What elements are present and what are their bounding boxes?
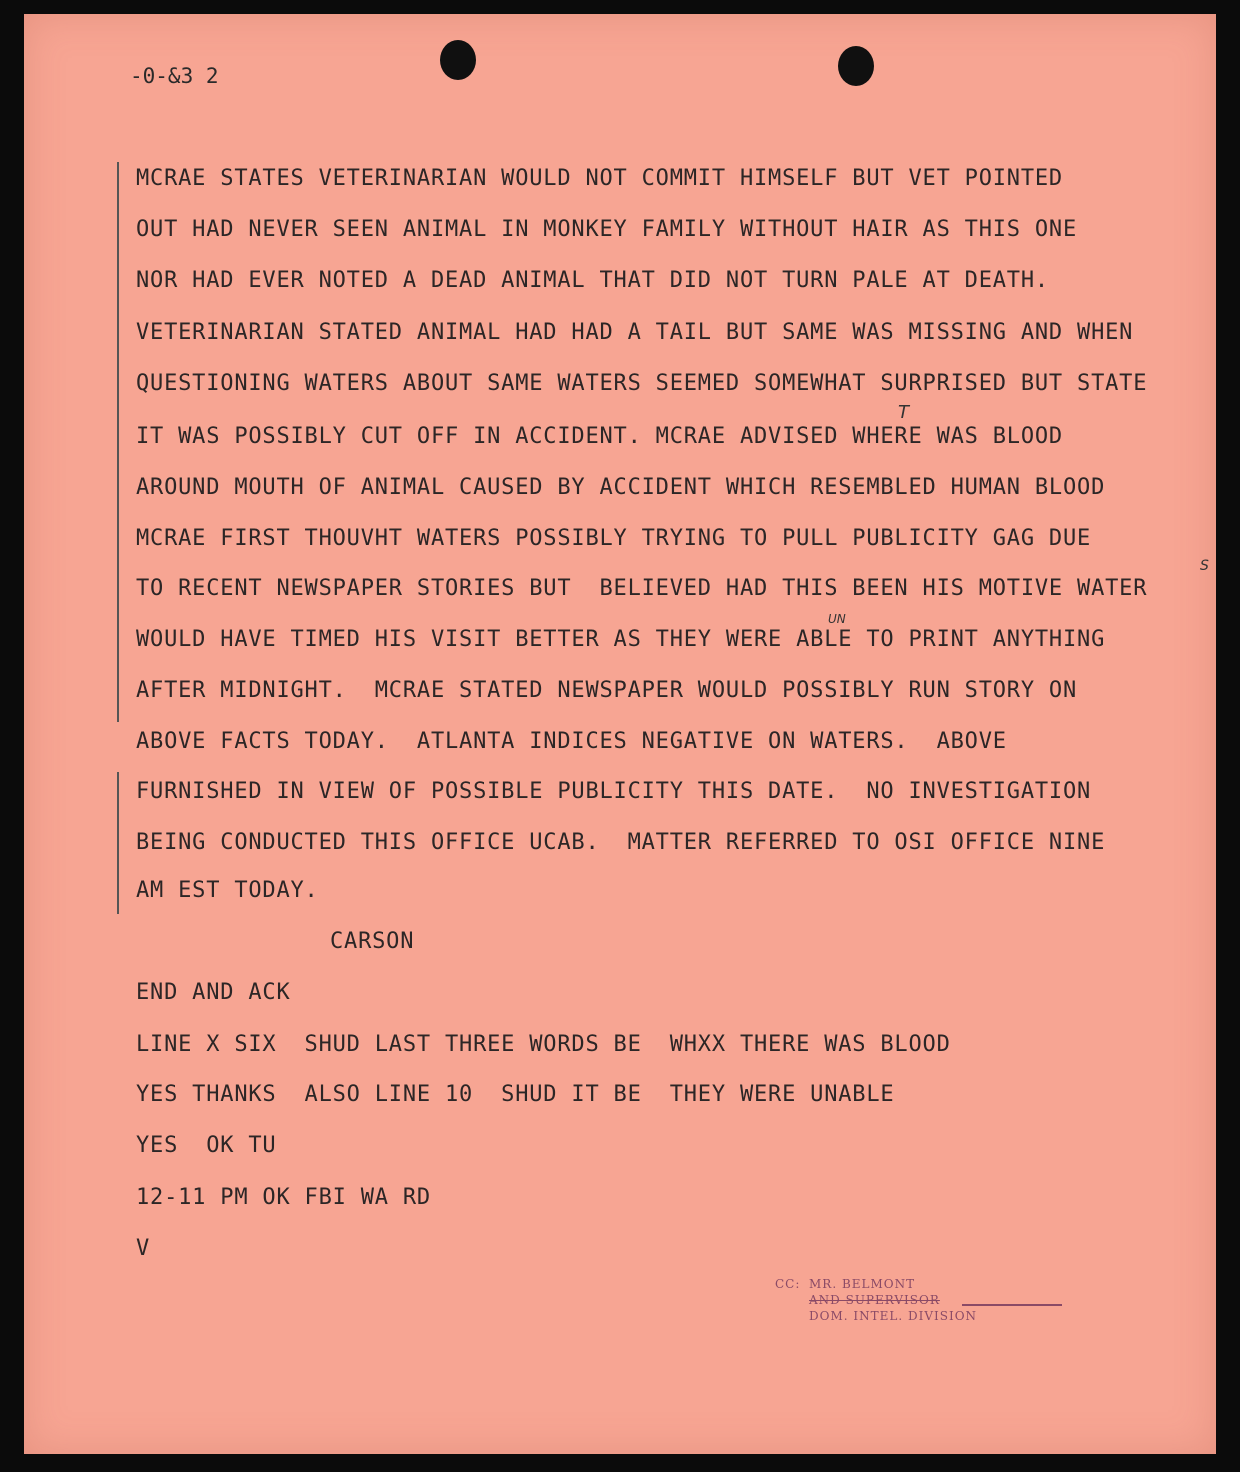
closing-line: 12-11 PM OK FBI WA RD bbox=[136, 1185, 431, 1210]
body-line: QUESTIONING WATERS ABOUT SAME WATERS SEEMED SOMEWHAT SURPRISED BUT STATE bbox=[136, 371, 1148, 396]
body-line: ABOVE FACTS TODAY. ATLANTA INDICES NEGATIVE ON WATERS. ABOVE bbox=[136, 729, 1007, 754]
closing-line: YES OK TU bbox=[136, 1133, 277, 1158]
stamp-cc-label: CC: bbox=[775, 1277, 801, 1291]
page-marker: -0-&3 2 bbox=[130, 64, 219, 88]
handwritten-t-correction: T bbox=[898, 402, 909, 423]
body-line: IT WAS POSSIBLY CUT OFF IN ACCIDENT. MCRAE ADVISED WHERE WAS BLOOD bbox=[136, 424, 1063, 449]
closing-line: V bbox=[136, 1236, 151, 1261]
punch-hole-right bbox=[838, 46, 874, 86]
body-line: VETERINARIAN STATED ANIMAL HAD HAD A TAIL BUT SAME WAS MISSING AND WHEN bbox=[136, 320, 1134, 345]
closing-line: LINE X SIX SHUD LAST THREE WORDS BE WHXX THERE WAS BLOOD bbox=[136, 1032, 951, 1057]
body-line: AM EST TODAY. bbox=[136, 878, 319, 903]
handwritten-s-correction: S bbox=[1200, 558, 1209, 574]
closing-line: YES THANKS ALSO LINE 10 SHUD IT BE THEY WERE UNABLE bbox=[136, 1082, 895, 1107]
body-line: OUT HAD NEVER SEEN ANIMAL IN MONKEY FAMILY WITHOUT HAIR AS THIS ONE bbox=[136, 217, 1078, 242]
body-line: NOR HAD EVER NOTED A DEAD ANIMAL THAT DID NOT TURN PALE AT DEATH. bbox=[136, 268, 1049, 293]
handwritten-un-correction: UN bbox=[828, 612, 846, 626]
margin-bracket-upper bbox=[117, 162, 119, 722]
stamp-line-3: DOM. INTEL. DIVISION bbox=[809, 1309, 978, 1323]
body-line: WOULD HAVE TIMED HIS VISIT BETTER AS THEY WERE ABLE TO PRINT ANYTHING bbox=[136, 627, 1106, 652]
punch-hole-left bbox=[440, 40, 476, 80]
signature: CARSON bbox=[330, 929, 415, 954]
body-line: AFTER MIDNIGHT. MCRAE STATED NEWSPAPER WOULD POSSIBLY RUN STORY ON bbox=[136, 678, 1078, 703]
body-line: BEING CONDUCTED THIS OFFICE UCAB. MATTER REFERRED TO OSI OFFICE NINE bbox=[136, 830, 1106, 855]
stamp-line-2: AND SUPERVISOR bbox=[809, 1293, 940, 1307]
stamp-underline bbox=[962, 1304, 1062, 1306]
body-line: FURNISHED IN VIEW OF POSSIBLE PUBLICITY THIS DATE. NO INVESTIGATION bbox=[136, 779, 1092, 804]
body-line: AROUND MOUTH OF ANIMAL CAUSED BY ACCIDENT WHICH RESEMBLED HUMAN BLOOD bbox=[136, 475, 1106, 500]
body-line: TO RECENT NEWSPAPER STORIES BUT BELIEVED HAD THIS BEEN HIS MOTIVE WATER bbox=[136, 576, 1148, 601]
closing-line: END AND ACK bbox=[136, 980, 291, 1005]
routing-stamp bbox=[775, 1276, 977, 1324]
body-line: MCRAE STATES VETERINARIAN WOULD NOT COMMIT HIMSELF BUT VET POINTED bbox=[136, 166, 1063, 191]
body-line: MCRAE FIRST THOUVHT WATERS POSSIBLY TRYING TO PULL PUBLICITY GAG DUE bbox=[136, 526, 1092, 551]
margin-bracket-lower bbox=[117, 772, 119, 914]
stamp-line-1: MR. BELMONT bbox=[809, 1277, 916, 1291]
